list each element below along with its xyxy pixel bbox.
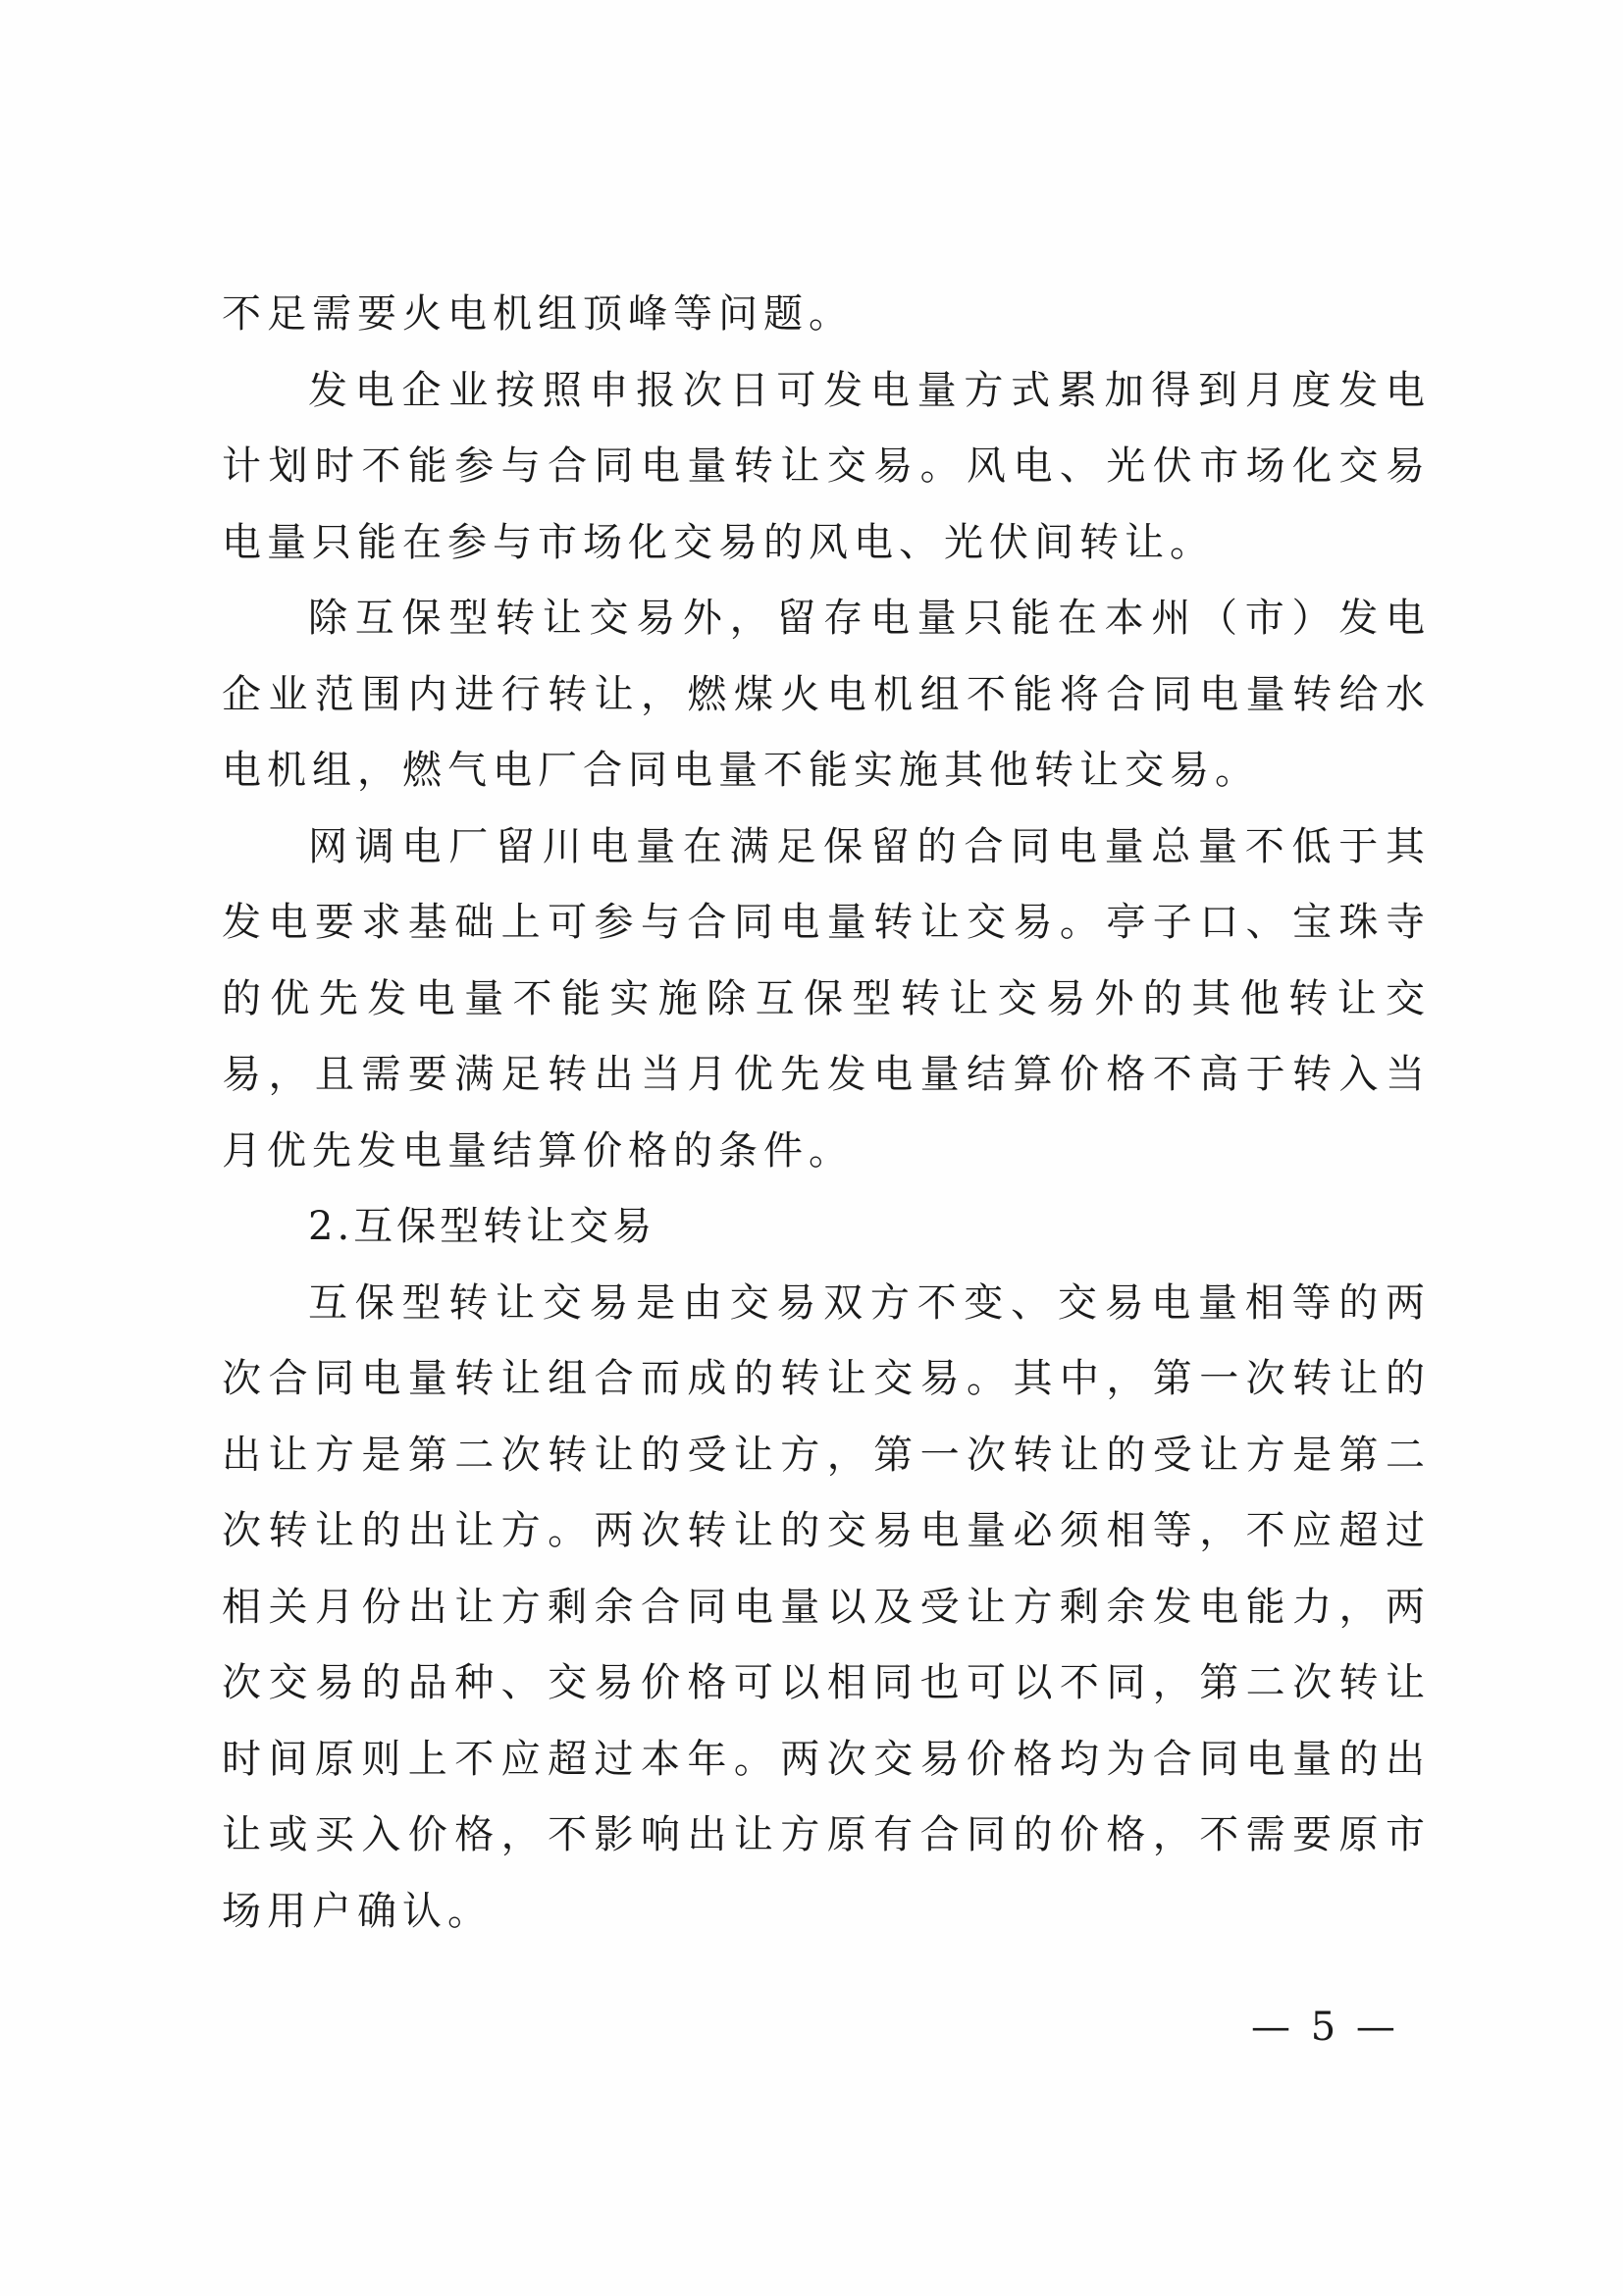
paragraph-retained-power: 除互保型转让交易外，留存电量只能在本州（市）发电企业范围内进行转让，燃煤火电机组不能将合同电量转给水电机组，燃气电厂合同电量不能实施其他转让交易。 xyxy=(222,596,1431,793)
paragraph-mutual-transfer: 互保型转让交易是由交易双方不变、交易电量相等的两次合同电量转让组合而成的转让交易。其中，第一次转让的出让方是第二次转让的受让方，第一次转让的受让方是第二次转让的出让方。两次转让的交易电量必须相等，不应超过相关月份出让方剩余合同电量以及受让方剩余发电能力，两次交易的品种、交易价格可以相同也可以不同，第二次转让时间原则上不应超过本年。两次交易价格均为合同电量的出让或买入价格，不影响出让方原有合同的价格，不需要原市场用户确认。 xyxy=(222,1279,1431,1934)
paragraph-continuation: 不足需要火电机组顶峰等问题。 xyxy=(222,291,854,337)
page-number: — 5 — xyxy=(1251,2005,1399,2050)
paragraph-grid-plants: 网调电厂留川电量在满足保留的合同电量总量不低于其发电要求基础上可参与合同电量转让交易。亭子口、宝珠寺的优先发电量不能实施除互保型转让交易外的其他转让交易，且需要满足转出当月优先发电量结算价格不高于转入当月优先发电量结算价格的条件。 xyxy=(222,823,1431,1174)
section-heading: 2.互保型转让交易 xyxy=(308,1204,656,1249)
document-body xyxy=(222,277,1431,1950)
paragraph-monthly-plan: 发电企业按照申报次日可发电量方式累加得到月度发电计划时不能参与合同电量转让交易。风电、光伏市场化交易电量只能在参与市场化交易的风电、光伏间转让。 xyxy=(222,367,1431,565)
